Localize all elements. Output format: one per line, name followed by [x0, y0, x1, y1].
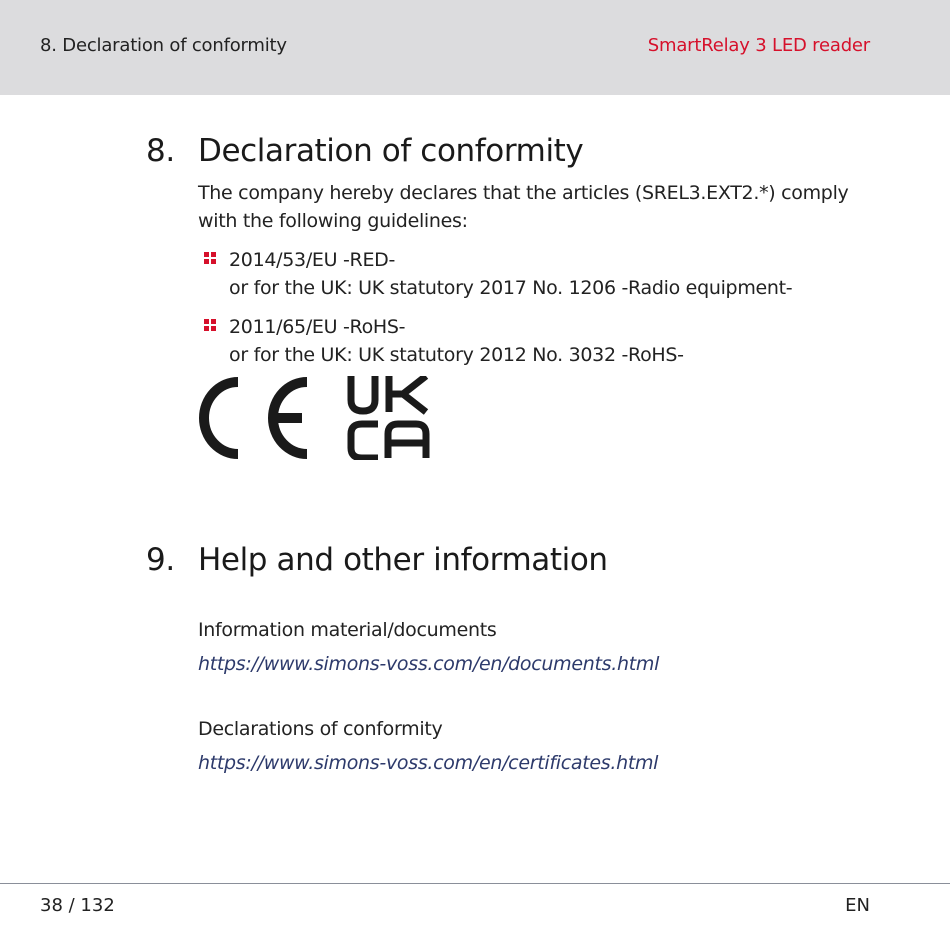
bullet-rohs: [198, 313, 898, 369]
intro-line-2: with the following guidelines:: [198, 210, 468, 232]
bullet-marker-icon: [204, 319, 217, 332]
declarations-label: Declarations of conformity: [198, 718, 443, 740]
info-material-label: Information material/documents: [198, 619, 497, 641]
section-8-heading: [146, 133, 583, 169]
bullet-red: [198, 246, 898, 302]
section-9-number: 9.: [146, 542, 175, 578]
bullet-rohs-line-2: or for the UK: UK statutory 2012 No. 3032 -RoHS-: [229, 344, 684, 366]
footer-divider: [0, 883, 950, 884]
conformity-marks: [198, 376, 438, 460]
language-code: EN: [845, 895, 870, 916]
page-header: [0, 0, 950, 95]
bullet-rohs-line-1: 2011/65/EU -RoHS-: [229, 316, 406, 338]
certificates-link[interactable]: https://www.simons-voss.com/en/certificates.html: [198, 752, 659, 774]
section-8-number: 8.: [146, 133, 175, 169]
section-9-heading: [146, 542, 608, 578]
bullet-red-line-1: 2014/53/EU -RED-: [229, 249, 396, 271]
section-8-intro: [198, 179, 898, 235]
header-section-title: 8. Declaration of conformity: [40, 35, 287, 56]
bullet-marker-icon: [204, 252, 217, 265]
documents-link[interactable]: https://www.simons-voss.com/en/documents.html: [198, 653, 660, 675]
ukca-mark-icon: [351, 376, 426, 458]
header-product-name: SmartRelay 3 LED reader: [647, 35, 870, 56]
section-9-title: Help and other information: [198, 542, 608, 578]
section-8-title: Declaration of conformity: [198, 133, 584, 169]
page-number: 38 / 132: [40, 895, 115, 916]
intro-line-1: The company hereby declares that the articles (SREL3.EXT2.*) comply: [198, 182, 849, 204]
ce-mark-icon: [204, 382, 307, 454]
bullet-red-line-2: or for the UK: UK statutory 2017 No. 1206 -Radio equipment-: [229, 277, 793, 299]
